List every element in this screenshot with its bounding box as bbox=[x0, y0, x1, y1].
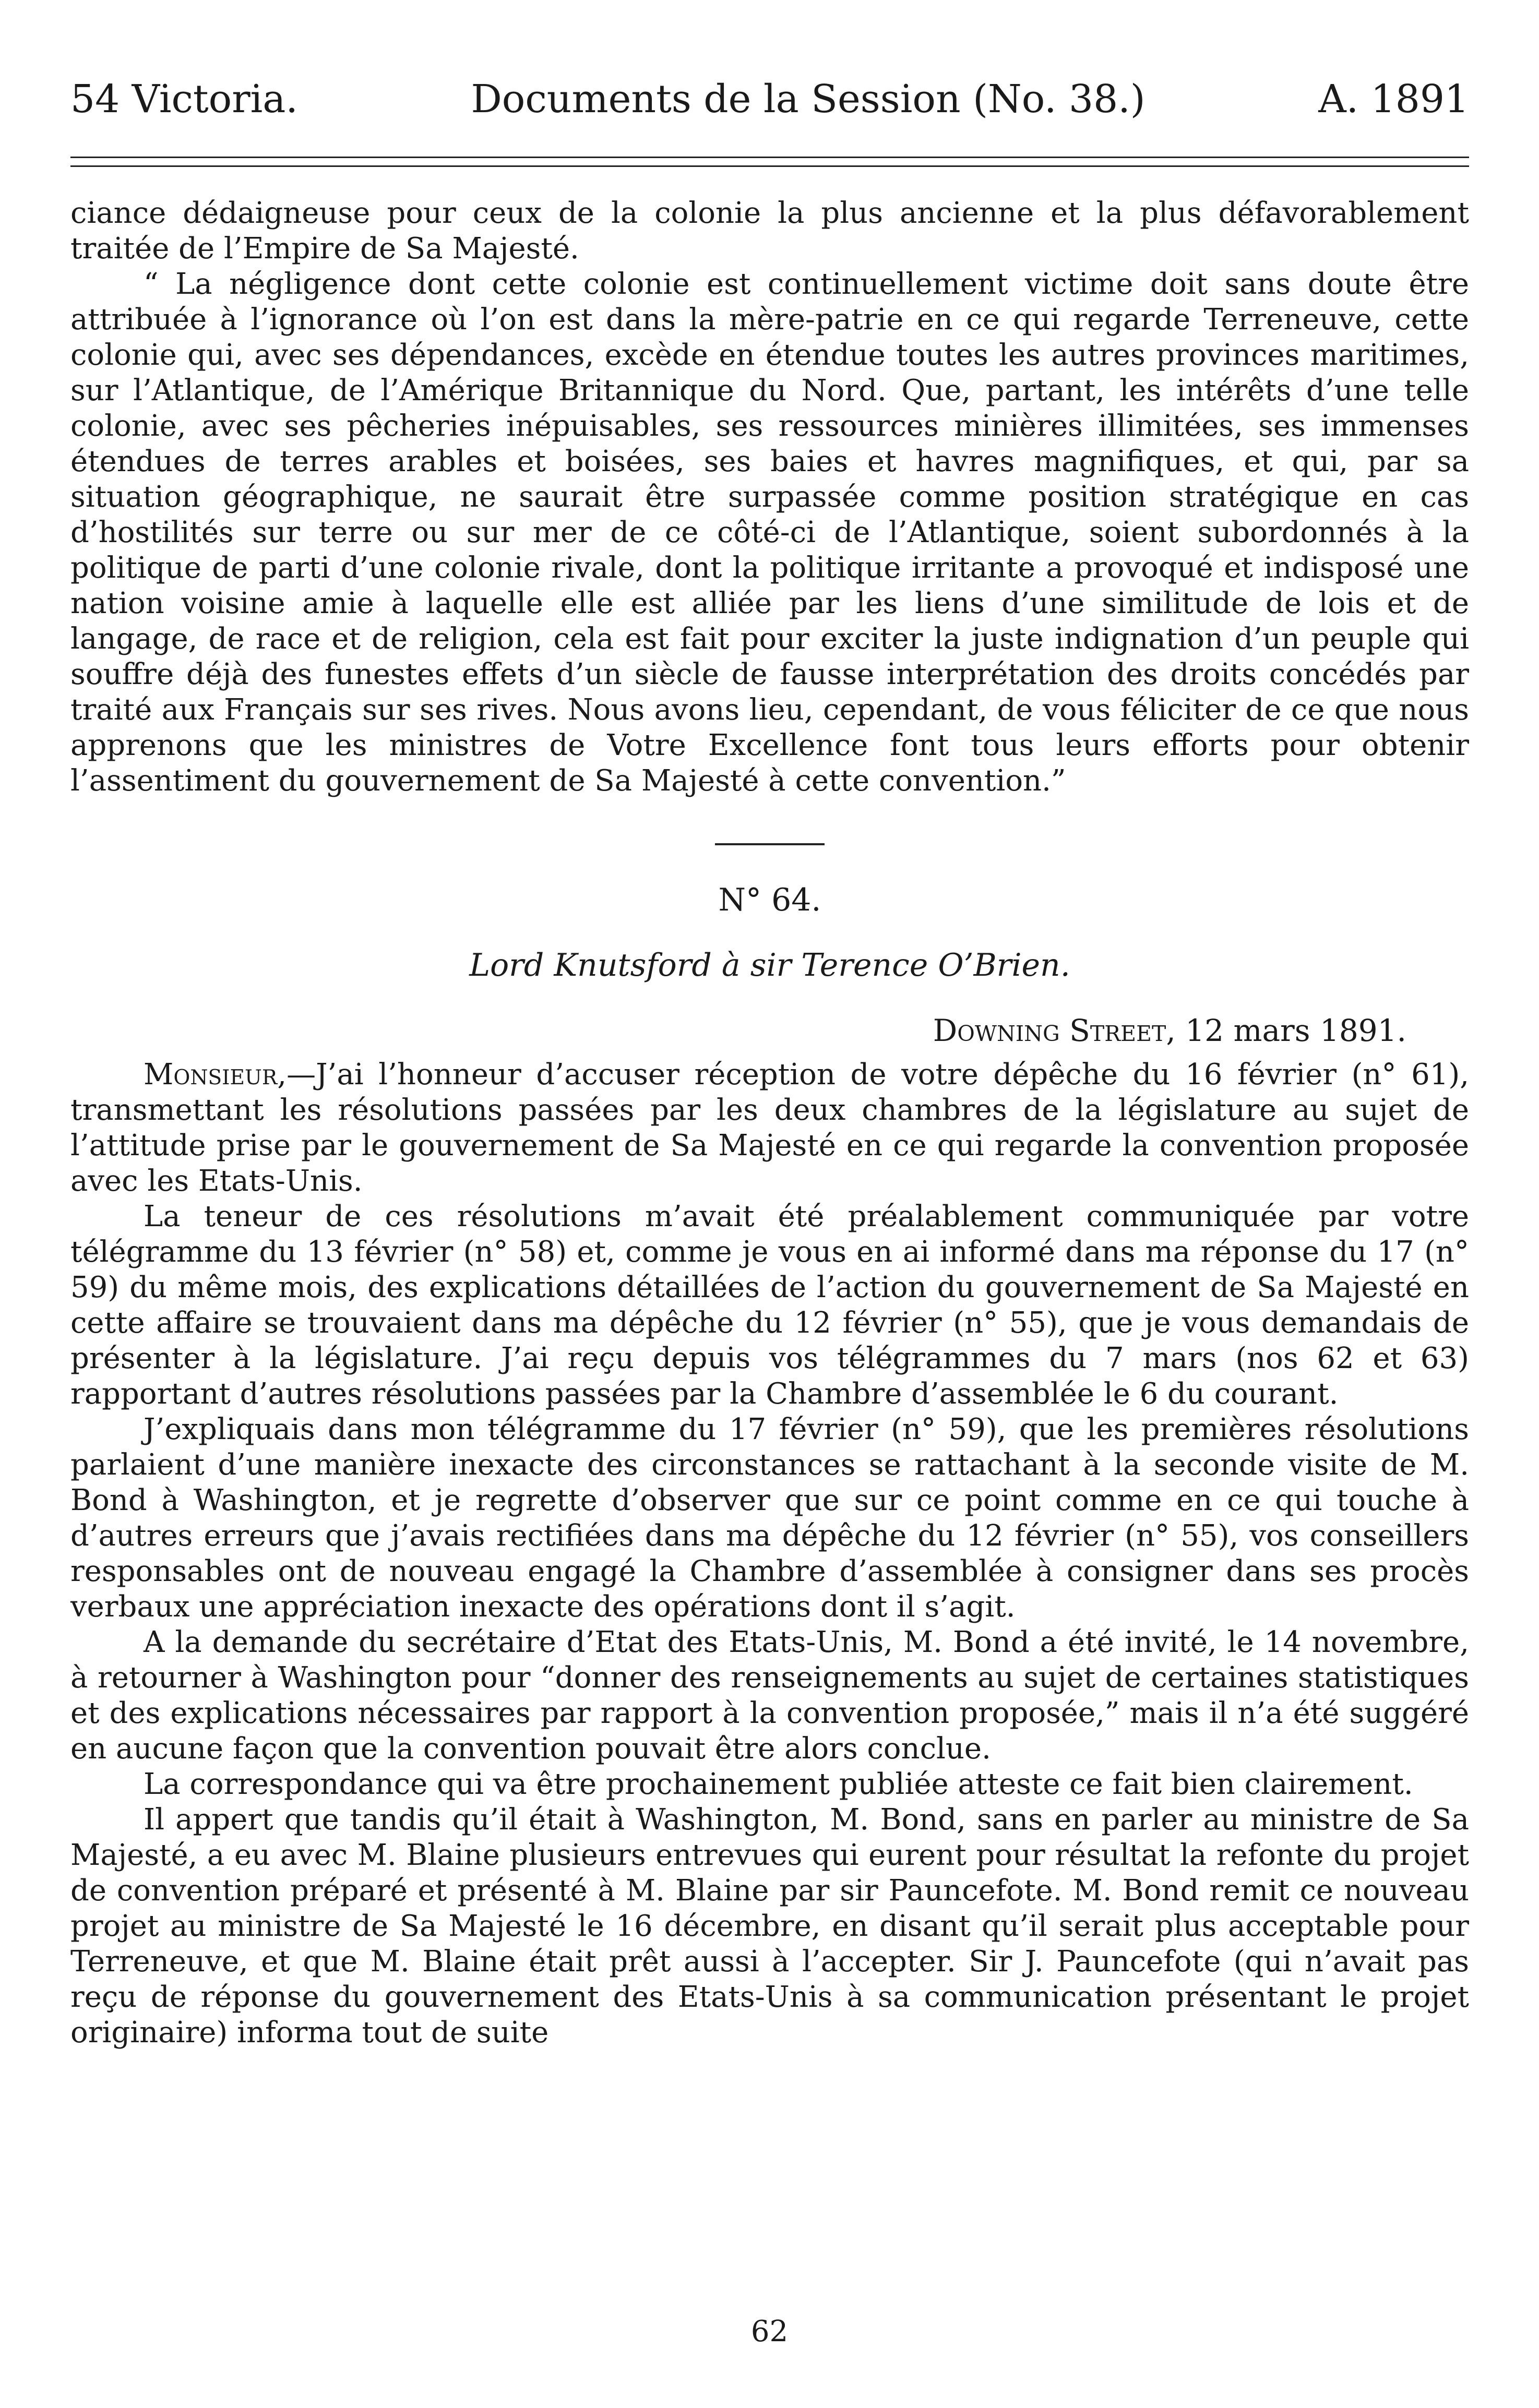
letter-opening-text: —J’ai l’honneur d’accuser réception de votre dépêche du 16 février (n° 61), transmettant les résolutions passées par les deux chambres de la législature au sujet de l’attitude prise par le gouvernement de Sa Majesté en ce qui regarde la convention proposée avec les Etats-Unis. bbox=[70, 1058, 1469, 1198]
document-number: N° 64. bbox=[718, 882, 821, 918]
letter-paragraph bbox=[70, 1057, 1469, 1199]
letter-paragraph: Il appert que tandis qu’il était à Washington, M. Bond, sans en parler au ministre de Sa Majesté, a eu avec M. Blaine plusieurs entrevues qui eurent pour résultat la refonte du projet de convention préparé et présenté à M. Blaine par sir Pauncefote. M. Bond remit ce nouveau projet au ministre de Sa Majesté le 16 décembre, en disant qu’il serait plus acceptable pour Terreneuve, et que M. Blaine était prêt aussi à l’accepter. Sir J. Pauncefote (qui n’avait pas reçu de réponse du gouvernement des Etats-Unis à sa communication présentant le projet originaire) informa tout de suite bbox=[70, 1803, 1469, 2050]
header-double-rule bbox=[70, 157, 1469, 167]
main-text bbox=[70, 196, 1469, 2051]
letter-paragraph: A la demande du secrétaire d’Etat des Etats-Unis, M. Bond a été invité, le 14 novembre, à retourner à Washington pour “donner des renseignements au sujet de certaines statistiques et des explications nécessaires par rapport à la convention proposée,” mais il n’a été suggéré en aucune façon que la convention pouvait être alors conclue. bbox=[70, 1625, 1469, 1766]
header-session-title: Documents de la Session (No. 38.) bbox=[471, 77, 1146, 122]
letter-paragraph: J’expliquais dans mon télégramme du 17 février (n° 59), que les premières résolutions parlaient d’une manière inexacte des circonstances se rattachant à la seconde visite de M. Bond à Washington, et je regrette d’observer que sur ce point comme en ce qui touche à d’autres erreurs que j’avais rectifiées dans ma dépêche du 12 février (n° 55), vos conseillers responsables ont de nouveau engagé la Chambre d’assemblée à consigner dans ses procès verbaux une appréciation inexacte des opérations dont il s’agit. bbox=[70, 1412, 1469, 1624]
page-number: 62 bbox=[750, 2315, 789, 2349]
salutation: Monsieur, bbox=[144, 1058, 287, 1092]
continued-paragraph: ciance dédaigneuse pour ceux de la colonie la plus ancienne et la plus défavorablement traitée de l’Empire de Sa Majesté. bbox=[70, 196, 1469, 266]
document-page bbox=[70, 73, 1469, 2051]
dateline-place: Downing Street bbox=[933, 1013, 1166, 1048]
dateline bbox=[70, 1012, 1469, 1049]
letter-body bbox=[70, 1057, 1469, 2051]
dateline-date: , 12 mars 1891. bbox=[1166, 1013, 1406, 1048]
header-regnal-year: 54 Victoria. bbox=[70, 77, 298, 122]
letter-paragraph: La teneur de ces résolutions m’avait été préalablement communiquée par votre télégramme du 13 février (n° 58) et, comme je vous en ai informé dans ma réponse du 17 (n° 59) du même mois, des explications détaillées de l’action du gouvernement de Sa Majesté en cette affaire se trouvaient dans ma dépêche du 12 février (n° 55), que je vous demandais de présenter à la législature. J’ai reçu depuis vos télégrammes du 7 mars (nos 62 et 63) rapportant d’autres résolutions passées par la Chambre d’assemblée le 6 du courant. bbox=[70, 1200, 1469, 1411]
header-year: A. 1891 bbox=[1318, 77, 1469, 122]
running-header bbox=[70, 73, 1469, 125]
section-divider bbox=[715, 843, 825, 845]
letter-title: Lord Knutsford à sir Terence O’Brien. bbox=[469, 947, 1070, 984]
letter-paragraph: La correspondance qui va être prochainement publiée atteste ce fait bien clairement. bbox=[144, 1767, 1413, 1801]
quoted-resolution-paragraph: “ La négligence dont cette colonie est continuellement victime doit sans doute être attribuée à l’ignorance où l’on est dans la mère-patrie en ce qui regarde Terreneuve, cette colonie qui, avec ses dépendances, excède en étendue toutes les autres provinces maritimes, sur l’Atlantique, de l’Amérique Britannique du Nord. Que, partant, les intérêts d’une telle colonie, avec ses pêcheries inépuisables, ses ressources minières illimitées, ses immenses étendues de terres arables et boisées, ses baies et havres magnifiques, et qui, par sa situation géographique, ne saurait être surpassée comme position stratégique en cas d’hostilités sur terre ou sur mer de ce côté-ci de l’Atlantique, soient subordonnés à la politique de parti d’une colonie rivale, dont la politique irritante a provoqué et indisposé une nation voisine amie à laquelle elle est alliée par les liens d’une similitude de lois et de langage, de race et de religion, cela est fait pour exciter la juste indignation d’un peuple qui souffre déjà des funestes effets d’un siècle de fausse interprétation des droits concédés par traité aux Français sur ses rives. Nous avons lieu, cependant, de vous féliciter de ce que nous apprenons que les ministres de Votre Excellence font tous leurs efforts pour obtenir l’assentiment du gouvernement de Sa Majesté à cette convention.” bbox=[70, 267, 1469, 798]
